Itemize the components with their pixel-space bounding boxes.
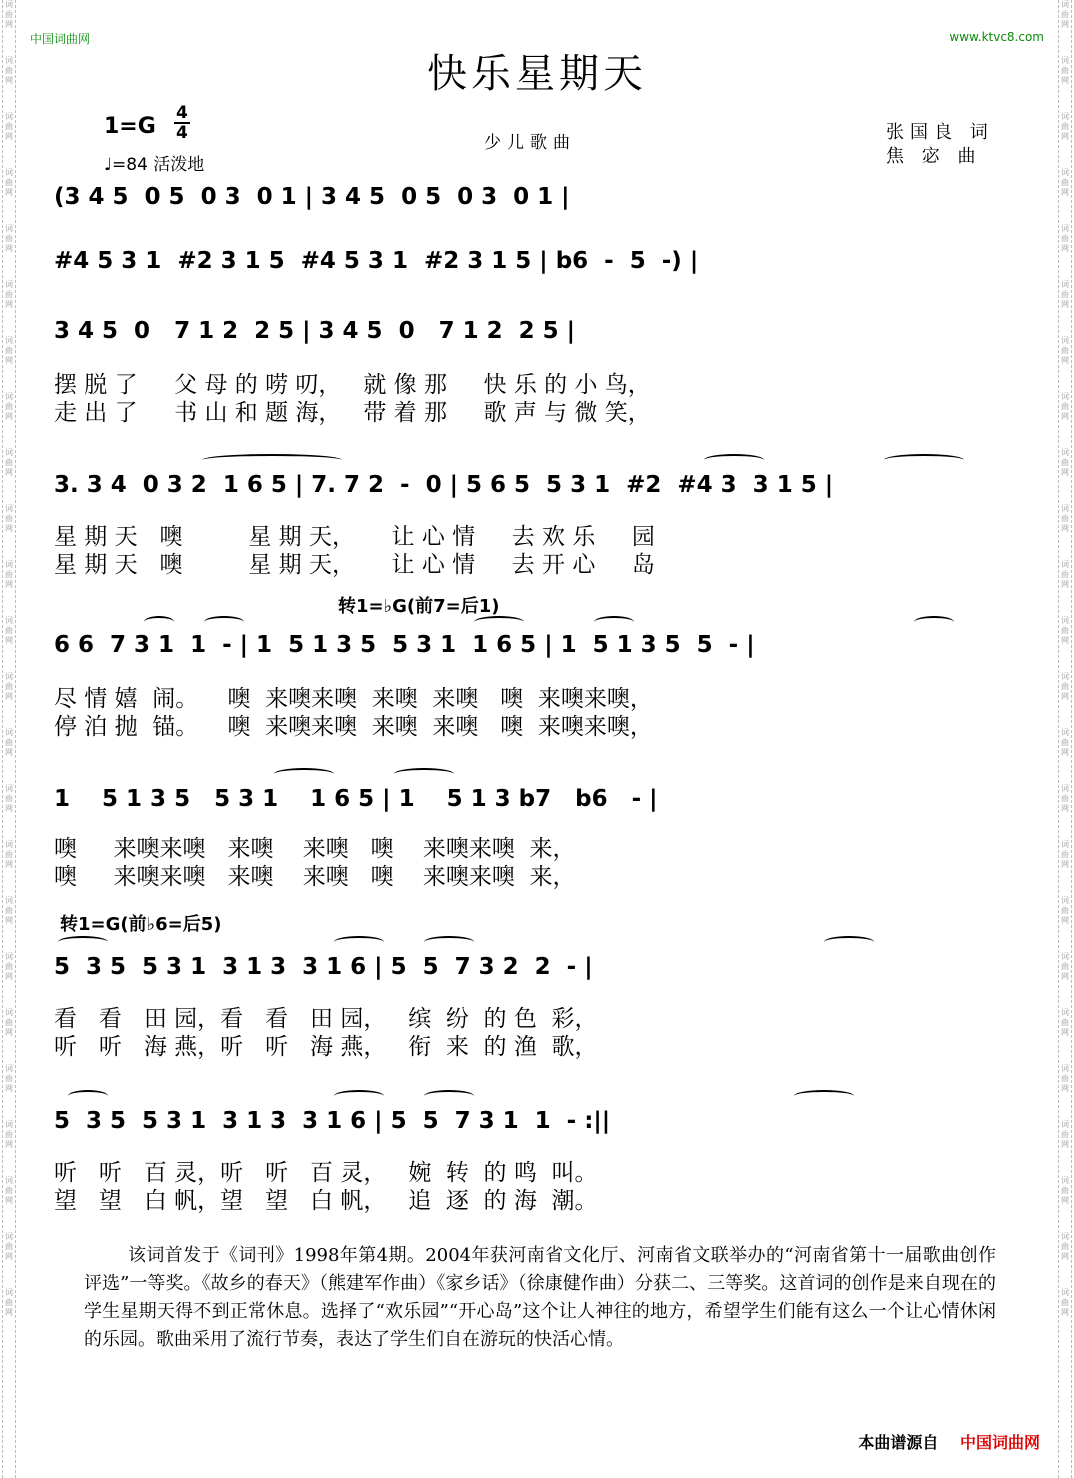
key-signature: 1=G	[104, 114, 156, 139]
notation-line: 3 4 5 0 7 1 2 2 5 | 3 4 5 0 7 1 2 2 5 |	[54, 318, 576, 344]
edge-watermark-text: 词曲网	[5, 336, 13, 365]
slur	[704, 454, 764, 466]
edge-watermark-text: 词曲网	[5, 560, 13, 589]
score-system-5	[54, 628, 1030, 738]
song-description: 该词首发于《词刊》1998年第4期。2004年获河南省文化厅、河南省文联举办的“河南省第十一届歌曲创作评选”一等奖。《故乡的春天》（熊建军作曲）《家乡话》（徐康健作曲）分获二、三等奖。这首词的创作是来自现在的学生星期天得不到正常休息。选择了“欢乐园”“开心岛”这个让人神往的地方，希望学生们能有这么一个让心情休闲的乐园。歌曲采用了流行节奏，表达了学生们自在游玩的快活心情。	[84, 1245, 996, 1350]
edge-watermark-text: 词曲网	[1061, 896, 1069, 925]
edge-watermark-text: 词曲网	[1061, 504, 1069, 533]
right-edge-watermark	[1058, 0, 1072, 1478]
notation-line: 3. 3 4 0 3 2 1 6 5 | 7. 7 2 - 0 | 5 6 5 5 3 1 #2 #4 3 3 1 5 |	[54, 472, 834, 498]
edge-watermark-text: 词曲网	[1061, 280, 1069, 309]
site-name-left[interactable]: 中国词曲网	[30, 32, 91, 46]
edge-watermark-text: 词曲网	[1061, 224, 1069, 253]
lyric-verse-1: 星 期 天 噢 星 期 天， 让 心 情 去 欢 乐 园	[54, 524, 655, 550]
genre-label: 少儿歌曲	[484, 133, 576, 153]
edge-watermark-text: 词曲网	[1061, 1232, 1069, 1261]
edge-watermark-text: 词曲网	[5, 952, 13, 981]
slur	[474, 616, 524, 628]
slur	[424, 1090, 474, 1102]
edge-watermark-text: 词曲网	[5, 392, 13, 421]
edge-watermark-text: 词曲网	[5, 784, 13, 813]
edge-watermark-text: 词曲网	[1061, 336, 1069, 365]
slur	[274, 768, 334, 780]
tempo-marking: ♩=84 活泼地	[104, 155, 205, 175]
edge-watermark-text: 词曲网	[5, 672, 13, 701]
notation-line: 1 5 1 3 5 5 3 1 1 6 5 | 1 5 1 3 b7 b6 - |	[54, 786, 658, 812]
edge-watermark-text: 词曲网	[5, 1288, 13, 1317]
score-system-4	[54, 468, 1030, 578]
score-system-3	[54, 314, 1030, 424]
lyric-verse-1: 听 听 百 灵，听 听 百 灵， 婉 转 的 鸣 叫。	[54, 1160, 598, 1186]
lyric-verse-2: 噢 来噢来噢 来噢 来噢 噢 来噢来噢 来，	[54, 864, 576, 890]
lyric-verse-1: 摆 脱 了 父 母 的 唠 叨， 就 像 那 快 乐 的 小 鸟，	[54, 372, 651, 398]
slur	[334, 936, 384, 948]
edge-watermark-text: 词曲网	[5, 1232, 13, 1261]
lyric-verse-1: 尽 情 嬉 闹。 噢 来噢来噢 来噢 来噢 噢 来噢来噢，	[54, 686, 653, 712]
slur	[58, 936, 108, 948]
edge-watermark-text: 词曲网	[1061, 448, 1069, 477]
slur	[884, 454, 964, 466]
lyric-verse-1: 噢 来噢来噢 来噢 来噢 噢 来噢来噢 来，	[54, 836, 576, 862]
slur	[914, 616, 954, 628]
edge-watermark-text: 词曲网	[1061, 616, 1069, 645]
source-label: 本曲谱源自	[858, 1433, 939, 1452]
slur	[68, 1090, 108, 1102]
edge-watermark-text: 词曲网	[5, 896, 13, 925]
edge-watermark-text: 词曲网	[1061, 1120, 1069, 1149]
site-url-right[interactable]: www.ktvc8.com	[949, 30, 1044, 44]
edge-watermark-text: 词曲网	[5, 728, 13, 757]
edge-watermark-text: 词曲网	[1061, 672, 1069, 701]
edge-watermark-text: 词曲网	[5, 1008, 13, 1037]
lyric-verse-2: 星 期 天 噢 星 期 天， 让 心 情 去 开 心 岛	[54, 552, 655, 578]
edge-watermark-text: 词曲网	[1061, 112, 1069, 141]
score-system-6	[54, 782, 1030, 892]
slur	[204, 616, 244, 628]
edge-watermark-text: 词曲网	[1061, 0, 1069, 29]
lyric-verse-1: 看 看 田 园，看 看 田 园， 缤 纷 的 色 彩，	[54, 1006, 598, 1032]
slur	[594, 616, 634, 628]
edge-watermark-text: 词曲网	[1061, 784, 1069, 813]
score-system-2	[54, 244, 1030, 294]
edge-watermark-text: 词曲网	[5, 1064, 13, 1093]
edge-watermark-text: 词曲网	[1061, 168, 1069, 197]
slur	[794, 1090, 854, 1102]
song-title: 快乐星期天	[427, 51, 647, 97]
edge-watermark-text: 词曲网	[5, 56, 13, 85]
edge-watermark-text: 词曲网	[5, 0, 13, 29]
slur	[424, 936, 474, 948]
slur	[824, 936, 874, 948]
edge-watermark-text: 词曲网	[1061, 392, 1069, 421]
notation-line: 5 3 5 5 3 1 3 1 3 3 1 6 | 5 5 7 3 1 1 - :||	[54, 1108, 611, 1134]
lyric-verse-2: 望 望 白 帆，望 望 白 帆， 追 逐 的 海 潮。	[54, 1188, 598, 1214]
edge-watermark-text: 词曲网	[1061, 1008, 1069, 1037]
edge-watermark-text: 词曲网	[1061, 1288, 1069, 1317]
edge-watermark-text: 词曲网	[5, 448, 13, 477]
slur	[394, 768, 454, 780]
edge-watermark-text: 词曲网	[1061, 952, 1069, 981]
edge-watermark-text: 词曲网	[1061, 840, 1069, 869]
key-change-1: 转1=♭G(前7=后1)	[338, 596, 500, 617]
edge-watermark-text: 词曲网	[5, 1120, 13, 1149]
edge-watermark-text: 词曲网	[5, 168, 13, 197]
footer-source	[858, 1430, 1040, 1453]
score-system-1	[54, 180, 1030, 230]
edge-watermark-text: 词曲网	[1061, 728, 1069, 757]
slur	[202, 454, 342, 466]
notation-line: 6 6 7 3 1 1 - | 1 5 1 3 5 5 3 1 1 6 5 | 1 5 1 3 5 5 - |	[54, 632, 755, 658]
notation-line: #4 5 3 1 #2 3 1 5 #4 5 3 1 #2 3 1 5 | b6 - 5 -) |	[54, 248, 699, 274]
notation-line: 5 3 5 5 3 1 3 1 3 3 1 6 | 5 5 7 3 2 2 - |	[54, 954, 593, 980]
edge-watermark-text: 词曲网	[5, 616, 13, 645]
edge-watermark-text: 词曲网	[5, 840, 13, 869]
lyric-verse-2: 听 听 海 燕，听 听 海 燕， 衔 来 的 渔 歌，	[54, 1034, 598, 1060]
edge-watermark-text: 词曲网	[1061, 56, 1069, 85]
slur	[334, 1090, 384, 1102]
score-system-7	[54, 950, 1030, 1060]
composer-credit: 焦 宓 曲	[886, 146, 982, 167]
left-edge-watermark	[2, 0, 16, 1478]
edge-watermark-text: 词曲网	[5, 1176, 13, 1205]
edge-watermark-text: 词曲网	[5, 280, 13, 309]
edge-watermark-text: 词曲网	[1061, 1064, 1069, 1093]
notation-line: (3 4 5 0 5 0 3 0 1 | 3 4 5 0 5 0 3 0 1 |	[54, 184, 570, 210]
edge-watermark-text: 词曲网	[5, 224, 13, 253]
edge-watermark-text: 词曲网	[5, 112, 13, 141]
score-system-8	[54, 1104, 1030, 1214]
lyricist-credit: 张国良 词	[886, 122, 994, 143]
edge-watermark-text: 词曲网	[1061, 1176, 1069, 1205]
edge-watermark-text: 词曲网	[1061, 560, 1069, 589]
lyric-verse-2: 停 泊 抛 锚。 噢 来噢来噢 来噢 来噢 噢 来噢来噢，	[54, 714, 653, 740]
slur	[144, 616, 174, 628]
key-change-2: 转1=G(前♭6=后5)	[60, 914, 222, 935]
lyric-verse-2: 走 出 了 书 山 和 题 海， 带 着 那 歌 声 与 微 笑，	[54, 400, 651, 426]
edge-watermark-text: 词曲网	[5, 504, 13, 533]
source-site-link[interactable]: 中国词曲网	[959, 1433, 1040, 1452]
time-signature: $\frac{4}{4}$	[176, 103, 188, 143]
